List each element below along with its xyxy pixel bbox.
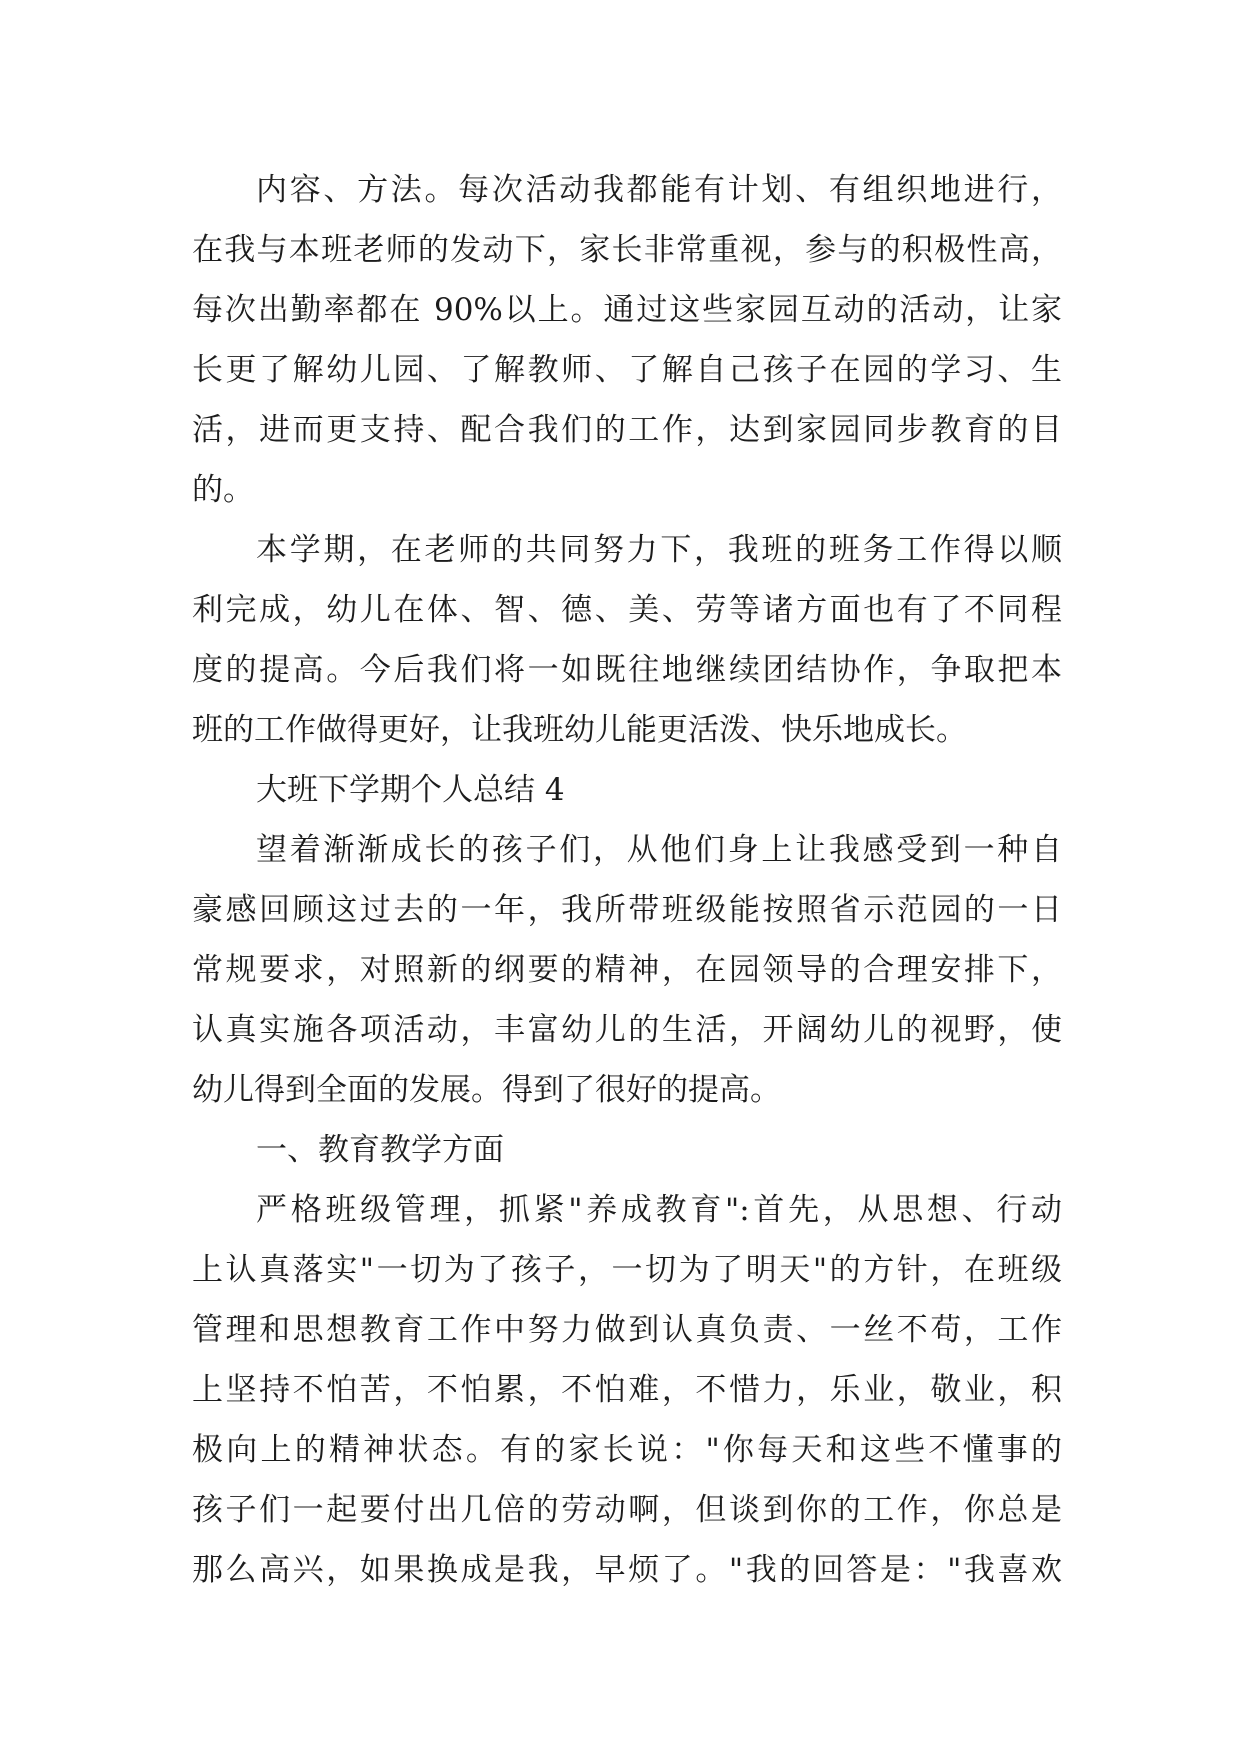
text-line: 常规要求，对照新的纲要的精神，在园领导的合理安排下， [192, 952, 1062, 988]
text-line: 度的提高。今后我们将一如既往地继续团结协作，争取把本 [192, 652, 1062, 688]
text-line: 利完成，幼儿在体、智、德、美、劳等诸方面也有了不同程 [192, 592, 1062, 628]
text-line: 班的工作做得更好，让我班幼儿能更活泼、快乐地成长。 [192, 712, 967, 748]
text-line: 望着渐渐成长的孩子们，从他们身上让我感受到一种自 [256, 832, 1062, 868]
text-line: 认真实施各项活动，丰富幼儿的生活，开阔幼儿的视野，使 [192, 1012, 1062, 1048]
text-line: 上坚持不怕苦，不怕累，不怕难，不惜力，乐业，敬业，积 [192, 1372, 1062, 1408]
text-line: 内容、方法。每次活动我都能有计划、有组织地进行， [256, 172, 1062, 208]
text-line: 严格班级管理，抓紧"养成教育":首先，从思想、行动 [256, 1192, 1062, 1228]
text-line: 上认真落实"一切为了孩子，一切为了明天"的方针，在班级 [192, 1252, 1062, 1288]
text-line: 那么高兴，如果换成是我，早烦了。"我的回答是："我喜欢 [192, 1552, 1062, 1588]
text-line: 活，进而更支持、配合我们的工作，达到家园同步教育的目 [192, 412, 1062, 448]
text-line: 每次出勤率都在 90%以上。通过这些家园互动的活动，让家 [192, 292, 1062, 328]
text-line: 极向上的精神状态。有的家长说："你每天和这些不懂事的 [192, 1432, 1062, 1468]
text-line: 的。 [192, 472, 254, 508]
text-line: 管理和思想教育工作中努力做到认真负责、一丝不苟，工作 [192, 1312, 1062, 1348]
section-heading: 一、教育教学方面 [256, 1132, 504, 1168]
body-text [192, 160, 1062, 1600]
text-line: 豪感回顾这过去的一年，我所带班级能按照省示范园的一日 [192, 892, 1062, 928]
text-line: 孩子们一起要付出几倍的劳动啊，但谈到你的工作，你总是 [192, 1492, 1062, 1528]
text-line: 在我与本班老师的发动下，家长非常重视，参与的积极性高， [192, 232, 1062, 268]
section-heading: 大班下学期个人总结 4 [256, 772, 565, 808]
text-line: 本学期，在老师的共同努力下，我班的班务工作得以顺 [256, 532, 1062, 568]
text-line: 长更了解幼儿园、了解教师、了解自己孩子在园的学习、生 [192, 352, 1062, 388]
text-line: 幼儿得到全面的发展。得到了很好的提高。 [192, 1072, 781, 1108]
